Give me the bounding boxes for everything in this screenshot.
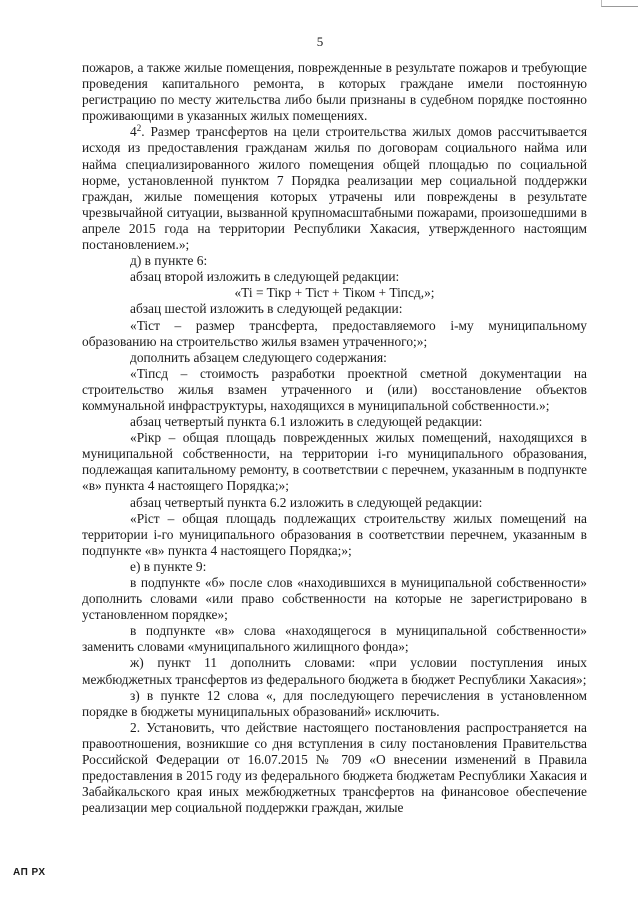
paragraph-6-1: абзац четвертый пункта 6.1 изложить в следующей редакции: [130, 414, 483, 430]
paragraph-abzac-2: абзац второй изложить в следующей редакции: [130, 269, 400, 285]
footer-stamp: АП РХ [13, 867, 46, 878]
paragraph-tipsd: «Tiпсд – стоимость разработки проектной сметной документации на строительство жилья взамен утраченного и (или) восстановление объектов коммунальной инфраструктуры, находящихся в муниципальной собственности.»; [82, 365, 587, 413]
paragraph-d: д) в пункте 6: [130, 253, 208, 269]
paragraph-2: 2. Установить, что действие настоящего постановления распространяется на правоотношения, возникшие со дня вступления в силу постановления Правительства Российской Федерации от 16.07.2015 № 709 «О внесении изменений в Правила предоставления в 2015 году из федерального бюджета бюджетам Республики Хакасия и Забайкальского края иных межбюджетных трансфертов на финансовое обеспечение реализации мер социальной поддержки граждан, жилые [82, 719, 587, 816]
paragraph-abzac-6: абзац шестой изложить в следующей редакции: [130, 301, 403, 317]
page-number: 5 [316, 34, 324, 49]
paragraph-pist: «Piст – общая площадь подлежащих строительству жилых помещений на территории i-го муниципального образования в соответствии перечнем, указанным в подпункте «в» пункта 4 настоящего Порядка;»; [82, 510, 587, 558]
corner-scan-mark [601, 0, 638, 7]
document-body [82, 60, 587, 816]
paragraph-e-b: в подпункте «б» после слов «находившихся в муниципальной собственности» дополнить словами «или право собственности на которые не зарегистрировано в установленном порядке»; [82, 575, 587, 623]
paragraph-dopolnit: дополнить абзацем следующего содержания: [130, 349, 387, 365]
paragraph-z: з) в пункте 12 слова «, для последующего перечисления в установленном порядке в бюджеты муниципальных образований» исключить. [82, 687, 587, 719]
clause-superscript: 2 [136, 123, 142, 134]
formula: «Ti = Tiкр + Tiст + Tiком + Tiпсд,»; [234, 285, 435, 301]
paragraph-pikr: «Piкр – общая площадь поврежденных жилых помещений, находящихся в муниципальной собственности, на территории i-го муниципального образования, подлежащая капитальному ремонту, в соответствии с перечнем, указанным в подпункте «в» пункта 4 настоящего Порядка;»; [82, 430, 587, 494]
clause-number: 4 [130, 124, 137, 140]
paragraph-e: е) в пункте 9: [130, 558, 207, 574]
paragraph-6-2: абзац четвертый пункта 6.2 изложить в следующей редакции: [130, 494, 483, 510]
paragraph-4-2 [82, 124, 587, 253]
paragraph-tist: «Tiст – размер трансферта, предоставляемого i-му муниципальному образованию на строительство жилья взамен утраченного;»; [82, 317, 587, 349]
clause-text: . Размер трансфертов на цели строительства жилых домов рассчитывается исходя из предоставления гражданам жилья по договорам социального найма или найма специализированного жилого помещения общей площадью по социальной норме, установленной пунктом 7 Порядка реализации мер социальной поддержки граждан, жилые помещения которых утрачены или повреждены в результате чрезвычайной ситуации, вызванной крупномасштабными пожарами, произошедшими в апреле 2015 года на территории Республики Хакасия, утвержденного настоящим постановлением.»; [82, 124, 587, 253]
paragraph-continuation: пожаров, а также жилые помещения, поврежденные в результате пожаров и требующие проведения капитального ремонта, в которых граждане имели постоянную регистрацию по месту жительства либо были признаны в судебном порядке постоянно проживающими в указанных жилых помещениях. [82, 60, 587, 124]
paragraph-e-v: в подпункте «в» слова «находящегося в муниципальной собственности» заменить словами «муниципального жилищного фонда»; [82, 623, 587, 655]
paragraph-zh: ж) пункт 11 дополнить словами: «при условии поступления иных межбюджетных трансфертов из федерального бюджета в бюджет Республики Хакасия»; [82, 655, 587, 687]
